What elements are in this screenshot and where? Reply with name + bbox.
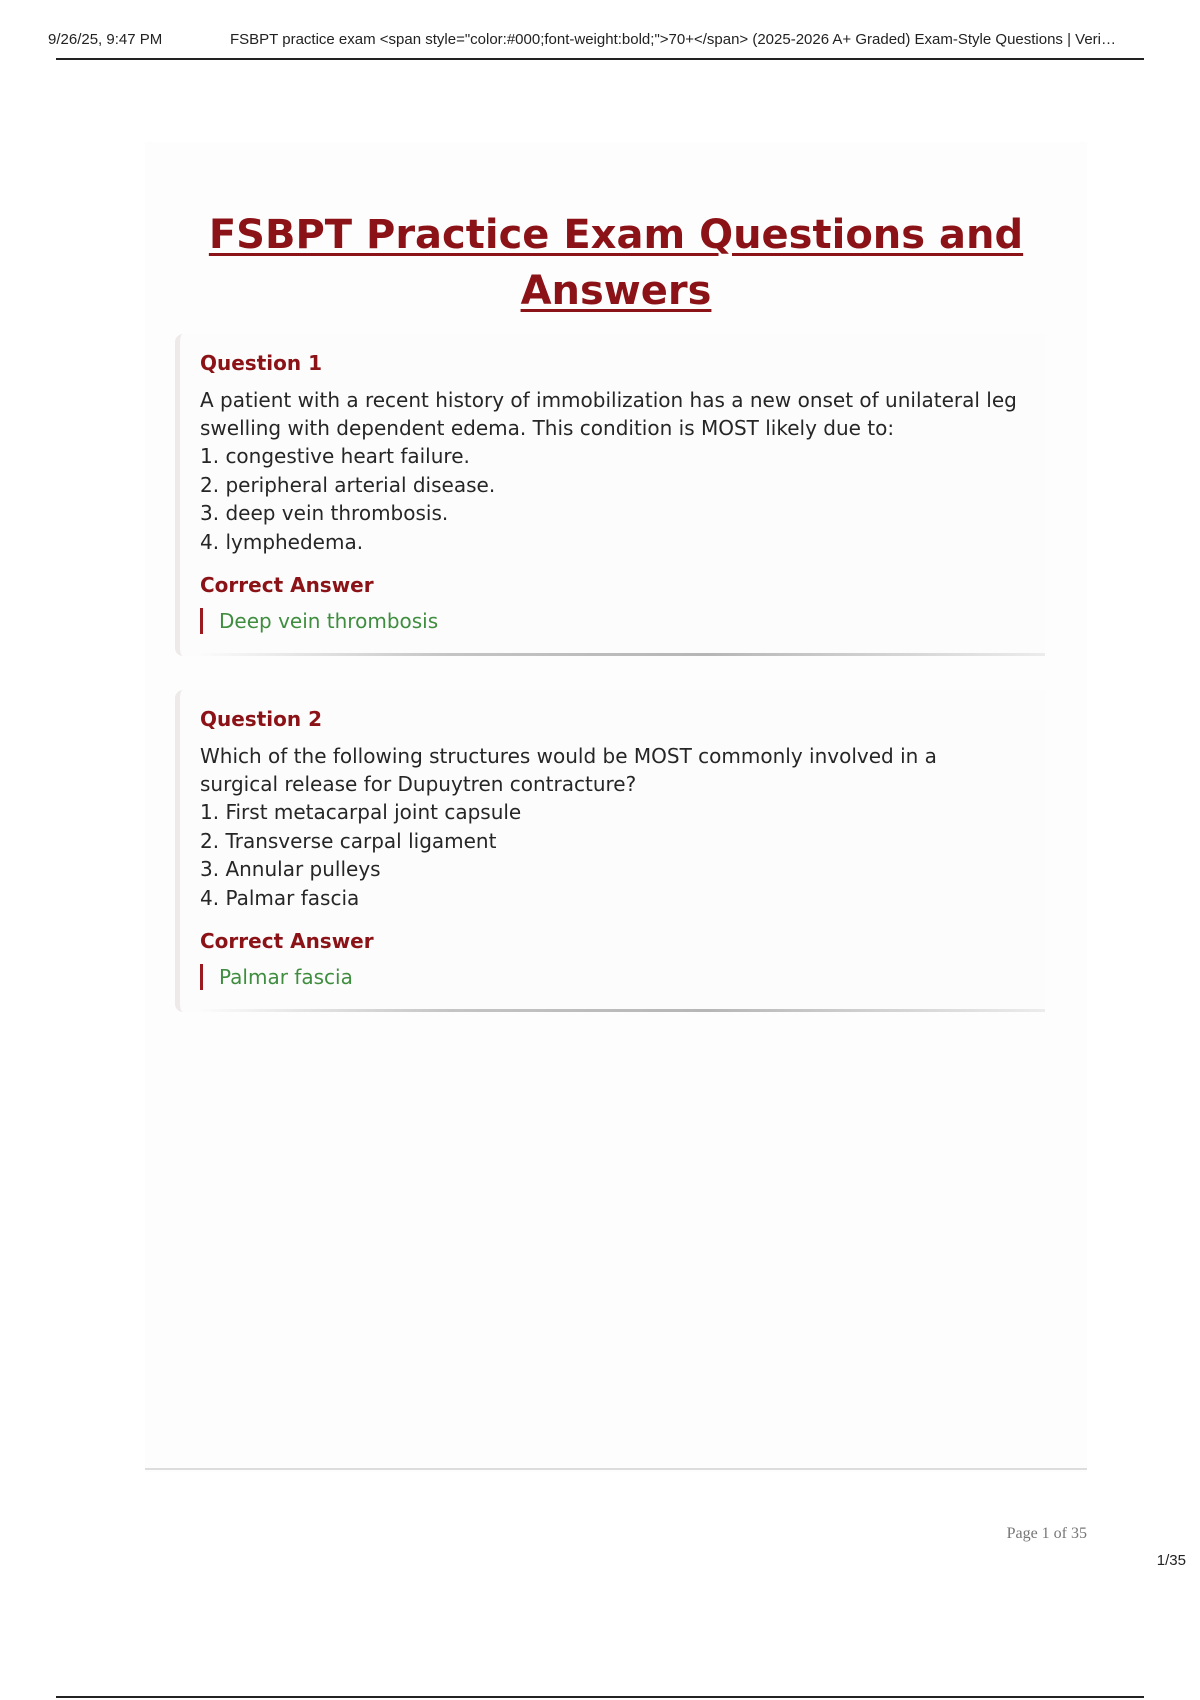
page-number: Page 1 of 35 xyxy=(1006,1525,1087,1542)
correct-answer: Palmar fascia xyxy=(200,964,1045,990)
print-page-count: 1/35 xyxy=(1156,1552,1186,1569)
correct-answer: Deep vein thrombosis xyxy=(200,608,1045,634)
page-title: FSBPT Practice Exam Questions and Answers xyxy=(208,212,1024,314)
question-divider xyxy=(198,1009,1045,1012)
option-item: 2. Transverse carpal ligament xyxy=(200,828,497,853)
document-page xyxy=(145,142,1087,1472)
question-options xyxy=(200,798,1045,912)
option-item: 1. congestive heart failure. xyxy=(200,444,470,468)
print-header xyxy=(48,24,1144,60)
page-footer-divider xyxy=(145,1468,1087,1470)
question-heading: Question 1 xyxy=(200,351,322,375)
option-item: 3. Annular pulleys xyxy=(200,857,381,881)
option-item: 4. lymphedema. xyxy=(200,529,364,554)
question-stem: Which of the following structures would be MOST commonly involved in a surgical release for Dupuytren contracture? xyxy=(200,744,937,796)
print-datetime: 9/26/25, 9:47 PM xyxy=(48,31,163,48)
correct-answer-heading: Correct Answer xyxy=(200,929,374,953)
question-card-2 xyxy=(175,690,1045,1012)
option-item: 3. deep vein thrombosis. xyxy=(200,501,449,525)
option-item: 4. Palmar fascia xyxy=(200,885,360,910)
correct-answer-heading: Correct Answer xyxy=(200,573,374,597)
print-bottom-divider xyxy=(56,1696,1144,1698)
question-card-1 xyxy=(175,334,1045,656)
question-divider xyxy=(198,653,1045,656)
option-item: 2. peripheral arterial disease. xyxy=(200,472,496,497)
option-item: 1. First metacarpal joint capsule xyxy=(200,800,522,824)
question-stem: A patient with a recent history of immobilization has a new onset of unilateral leg swelling with dependent edema. This condition is MOST likely due to: xyxy=(200,388,1017,440)
print-document-title: FSBPT practice exam <span style="color:#000;font-weight:bold;">70+</span> (2025-2026 A+ Graded) Exam-Style Questions | Veri… xyxy=(230,31,1117,48)
question-heading: Question 2 xyxy=(200,707,322,731)
question-options xyxy=(200,442,1045,556)
